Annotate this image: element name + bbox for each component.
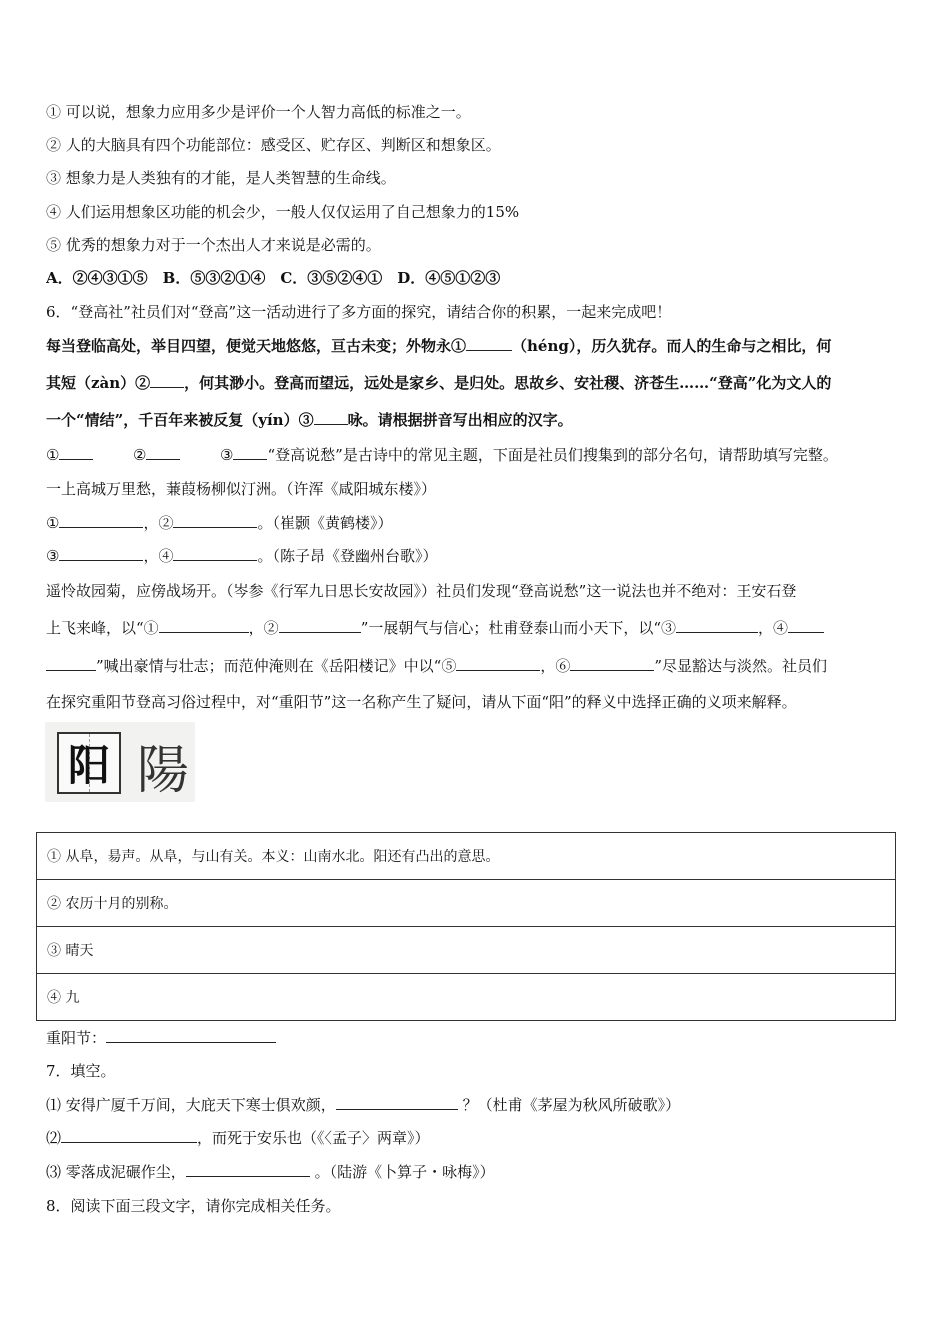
poem-3: ③ ，④ 。（陈子昂《登幽州台歌》） (46, 547, 438, 565)
taishan-blank-2[interactable] (788, 618, 824, 633)
q6-title: 6．“登高社”社员们对“登高”这一活动进行了多方面的探究，请结合你的积累，一起来完成吧！ (46, 303, 672, 321)
poem-1: 一上高城万里愁，蒹葭杨柳似汀洲。（许浑《咸阳城东楼》） (46, 480, 437, 498)
blank-heng[interactable] (466, 336, 512, 351)
yueyang-blank-1[interactable] (456, 656, 540, 671)
answer-blank-3[interactable] (233, 445, 267, 460)
q6-para-line-1: 每当登临高处，举目四望，便觉天地悠悠，亘古未变；外物永① （héng），历久犹存。而人的生命与之相比，何 (46, 337, 832, 355)
q7-line-1: ⑴ 安得广厦千万间，大庇天下寒士俱欢颜， ？（杜甫《茅屋为秋风所破歌》） (46, 1096, 681, 1114)
q6-para-line-3: 一个“情结”，千百年来被反复（yín）③ 咏。请根据拼音写出相应的汉字。 (46, 411, 573, 429)
answer-choices: A．②④③①⑤ B．⑤③②①④ C．③⑤②④① D．④⑤①②③ (46, 269, 501, 287)
q6-fill-line: ① ② ③ “登高说愁”是古诗中的常见主题，下面是社员们搜集到的部分名句，请帮助填写完整。 (46, 446, 838, 464)
option-4: ④ 人们运用想象区功能的机会少，一般人仅仅运用了自己想象力的15% (46, 203, 520, 221)
option-3: ③ 想象力是人类独有的才能，是人类智慧的生命线。 (46, 169, 396, 187)
q7-blank-2[interactable] (61, 1128, 197, 1143)
q6-para-6: ”喊出豪情与壮志；而范仲淹则在《岳阳楼记》中以“⑤ ，⑥ ”尽显豁达与淡然。社员们 (46, 655, 914, 677)
q6-para-5: 上飞来峰，以“① ，② ”一展朝气与信心；杜甫登泰山而小天下，以“③ ，④ (46, 617, 914, 639)
definition-4: ④ 九 (37, 974, 896, 1021)
q6-para-7: 在探究重阳节登高习俗过程中，对“重阳节”这一名称产生了疑问，请从下面“阳”的释义中选择正确的义项来解释。 (46, 693, 797, 711)
poem-blank-4[interactable] (173, 546, 257, 561)
answer-blank-1[interactable] (59, 445, 93, 460)
blank-zan[interactable] (150, 373, 184, 388)
yang-traditional-glyph: 陽 (137, 741, 190, 801)
feilai-blank-1[interactable] (159, 618, 249, 633)
q7-title: 7．填空。 (46, 1062, 116, 1080)
poem-blank-1[interactable] (59, 513, 143, 528)
q8-title: 8．阅读下面三段文字，请你完成相关任务。 (46, 1197, 341, 1215)
poem-blank-3[interactable] (59, 546, 143, 561)
chongyang-blank[interactable] (106, 1028, 276, 1043)
feilai-blank-2[interactable] (279, 618, 361, 633)
answer-blank-2[interactable] (146, 445, 180, 460)
yueyang-blank-2[interactable] (570, 656, 654, 671)
q7-blank-1[interactable] (336, 1095, 458, 1110)
option-2: ② 人的大脑具有四个功能部位：感受区、贮存区、判断区和想象区。 (46, 136, 501, 154)
q6-para-line-2: 其短（zàn）② ，何其渺小。登高而望远，远处是家乡、是归处。思故乡、安社稷、济苍生……“登高”化为文人的 (46, 374, 832, 392)
chongyang-answer: 重阳节： (46, 1027, 914, 1049)
q6-para-4: 遥怜故园菊，应傍战场开。（岑参《行军九日思长安故园》）社员们发现“登高说愁”这一说法也并不绝对：王安石登 (46, 582, 797, 600)
q7-line-3: ⑶ 零落成泥碾作尘， 。（陆游《卜算子・咏梅》） (46, 1163, 495, 1181)
q7-line-2: ⑵ ，而死于安乐也（《〈孟子〉两章》） (46, 1129, 430, 1147)
definition-1: ① 从阜，昜声。从阜，与山有关。本义：山南水北。阳还有凸出的意思。 (37, 833, 896, 880)
poem-2: ① ，② 。（崔颢《黄鹤楼》） (46, 514, 393, 532)
option-1: ① 可以说，想象力应用多少是评价一个人智力高低的标准之一。 (46, 103, 471, 121)
poem-blank-2[interactable] (173, 513, 257, 528)
definition-3: ③ 晴天 (37, 927, 896, 974)
option-5: ⑤ 优秀的想象力对于一个杰出人才来说是必需的。 (46, 236, 381, 254)
taishan-blank-2-cont[interactable] (46, 656, 96, 671)
taishan-blank-1[interactable] (676, 618, 758, 633)
blank-yin[interactable] (314, 410, 348, 425)
yang-character-image (45, 722, 195, 802)
yang-simplified-glyph: 阳 (57, 732, 121, 794)
definitions-table (36, 832, 896, 1021)
definition-2: ② 农历十月的别称。 (37, 880, 896, 927)
q7-blank-3[interactable] (186, 1162, 310, 1177)
